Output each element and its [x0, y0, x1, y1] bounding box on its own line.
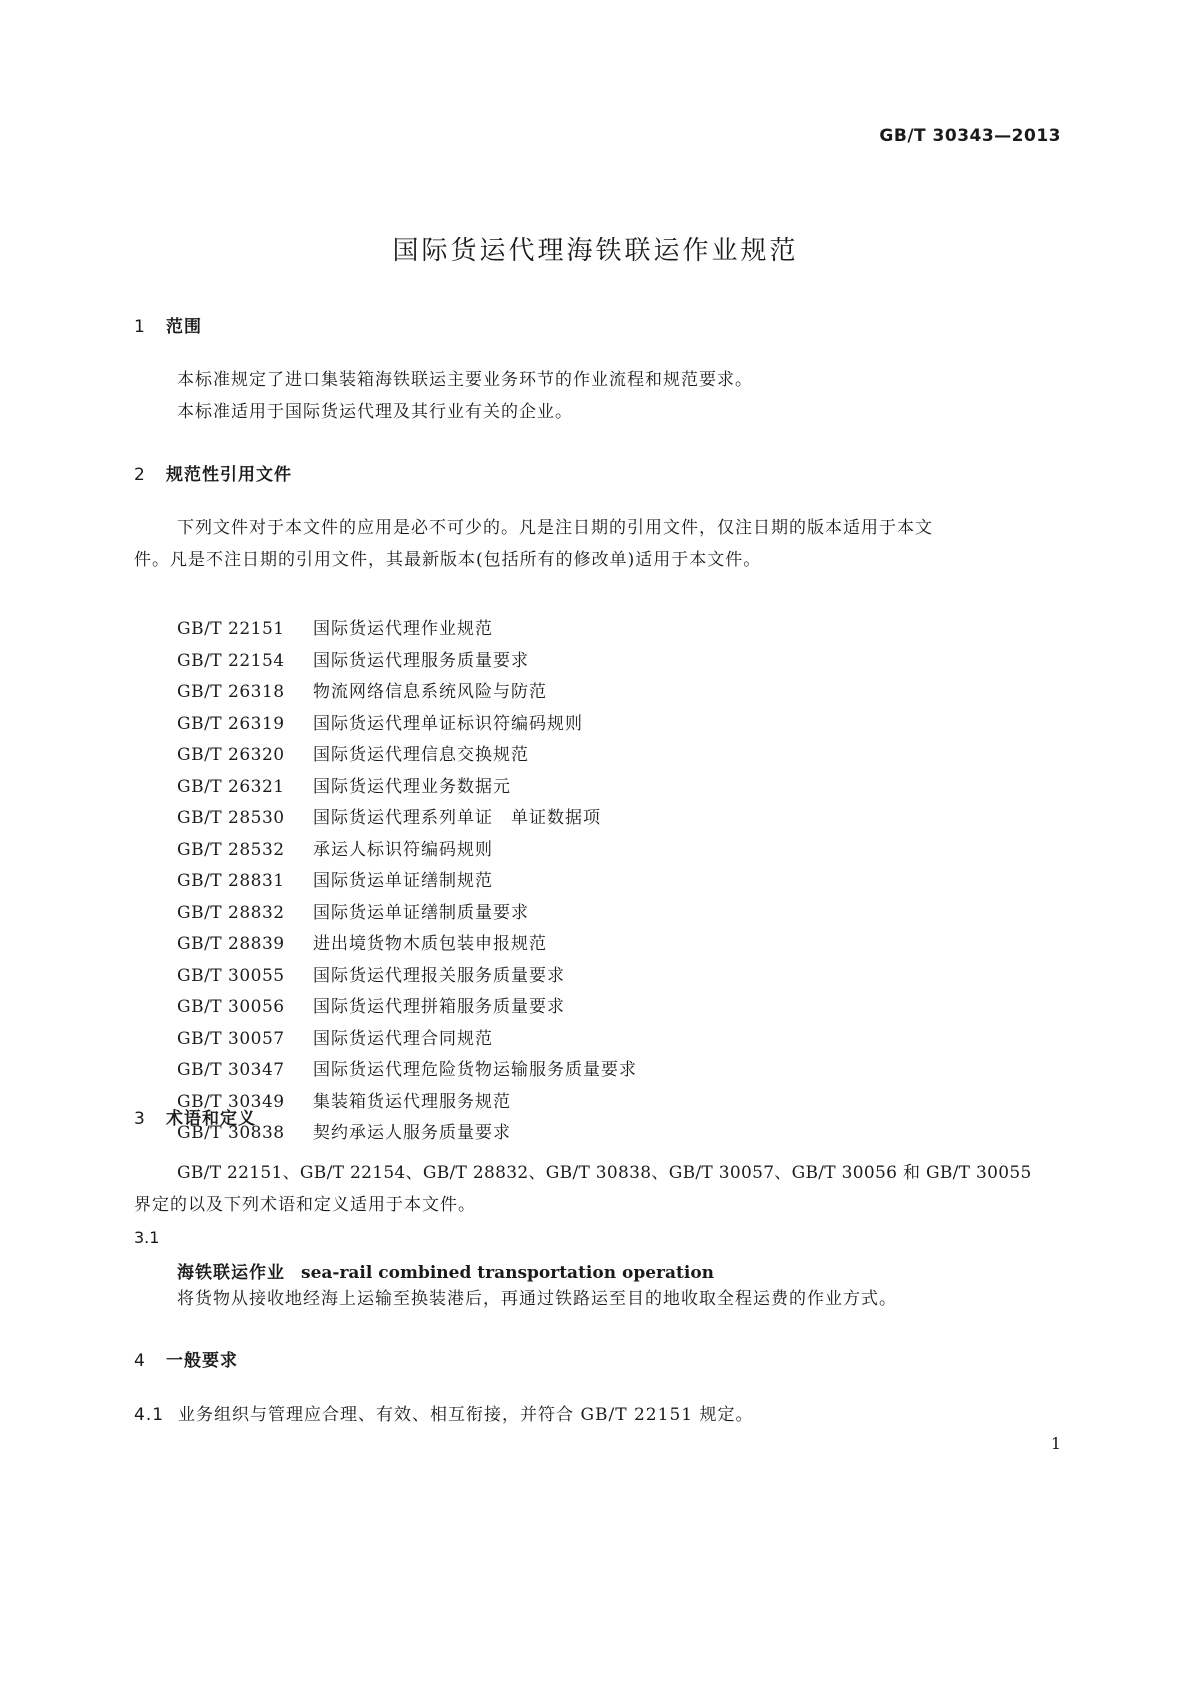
reference-title: 国际货运代理服务质量要求: [313, 650, 529, 671]
clause-4-1-number: 4.1: [134, 1405, 165, 1425]
reference-item: [177, 709, 637, 741]
reference-item: [177, 646, 637, 678]
reference-title: 国际货运代理合同规范: [313, 1028, 493, 1049]
reference-item: [177, 803, 637, 835]
section-4-number: 4: [134, 1351, 146, 1371]
section-1-paragraph-2: 本标准适用于国际货运代理及其行业有关的企业。: [177, 402, 573, 422]
section-1-number: 1: [134, 317, 146, 337]
reference-code: GB/T 26321: [177, 776, 285, 797]
reference-code: GB/T 30349: [177, 1091, 285, 1112]
reference-code: GB/T 30056: [177, 997, 285, 1017]
section-2-number: 2: [134, 465, 146, 485]
reference-title: 契约承运人服务质量要求: [313, 1123, 511, 1143]
reference-title: 国际货运代理报关服务质量要求: [313, 965, 565, 986]
reference-title: 集装箱货运代理服务规范: [313, 1091, 511, 1112]
reference-item: [177, 929, 637, 961]
section-4-title: 一般要求: [166, 1351, 238, 1371]
reference-code: GB/T 30055: [177, 965, 285, 986]
reference-title: 国际货运代理单证标识符编码规则: [313, 713, 583, 734]
reference-title: 国际货运单证缮制规范: [313, 871, 493, 891]
reference-code: GB/T 30057: [177, 1028, 285, 1049]
reference-code: GB/T 30838: [177, 1123, 285, 1143]
term-entry: [177, 1258, 714, 1283]
section-3-intro-line-1: GB/T 22151、GB/T 22154、GB/T 28832、GB/T 30838、GB/T 30057、GB/T 30056 和 GB/T 30055: [177, 1163, 1032, 1183]
reference-code: GB/T 26320: [177, 745, 285, 765]
reference-title: 国际货运代理拼箱服务质量要求: [313, 997, 565, 1017]
reference-item: [177, 992, 637, 1024]
section-3-intro-line-2: 界定的以及下列术语和定义适用于本文件。: [134, 1195, 476, 1215]
reference-item: [177, 866, 637, 898]
reference-title: 承运人标识符编码规则: [313, 839, 493, 860]
normative-references-list: [177, 614, 637, 1150]
reference-item: [177, 614, 637, 646]
section-1-heading: [134, 312, 202, 337]
reference-item: [177, 1055, 637, 1087]
reference-code: GB/T 28832: [177, 902, 285, 923]
reference-code: GB/T 28532: [177, 839, 285, 860]
section-2-intro-line-2: 件。凡是不注日期的引用文件，其最新版本(包括所有的修改单)适用于本文件。: [134, 550, 762, 570]
clause-4-1-text: 业务组织与管理应合理、有效、相互衔接，并符合 GB/T 22151 规定。: [178, 1405, 754, 1425]
reference-title: 国际货运单证缮制质量要求: [313, 902, 529, 923]
reference-item: [177, 772, 637, 804]
clause-4-1: [134, 1400, 753, 1425]
reference-item: [177, 961, 637, 993]
reference-code: GB/T 26319: [177, 713, 285, 734]
reference-code: GB/T 30347: [177, 1060, 285, 1080]
reference-item: [177, 677, 637, 709]
section-4-heading: [134, 1346, 238, 1371]
section-1-paragraph-1: 本标准规定了进口集装箱海铁联运主要业务环节的作业流程和规范要求。: [177, 370, 753, 390]
reference-title: 国际货运代理信息交换规范: [313, 745, 529, 765]
section-3-number: 3: [134, 1109, 146, 1129]
reference-title: 国际货运代理业务数据元: [313, 776, 511, 797]
section-3-title: 术语和定义: [166, 1109, 256, 1129]
term-chinese: 海铁联运作业: [177, 1263, 285, 1283]
reference-code: GB/T 26318: [177, 682, 285, 702]
reference-title: 物流网络信息系统风险与防范: [313, 682, 547, 702]
section-1-title: 范围: [166, 317, 202, 337]
section-2-title: 规范性引用文件: [166, 465, 292, 485]
reference-code: GB/T 22154: [177, 650, 285, 671]
term-english: sea-rail combined transportation operation: [301, 1263, 715, 1283]
reference-title: 国际货运代理危险货物运输服务质量要求: [313, 1060, 637, 1080]
reference-title: 国际货运代理系列单证 单证数据项: [313, 808, 601, 828]
reference-code: GB/T 28530: [177, 808, 285, 828]
page-number: 1: [1050, 1434, 1061, 1453]
clause-3-1-number: 3.1: [134, 1228, 160, 1247]
reference-item: [177, 740, 637, 772]
reference-title: 国际货运代理作业规范: [313, 619, 493, 639]
term-definition: 将货物从接收地经海上运输至换装港后，再通过铁路运至目的地收取全程运费的作业方式。: [177, 1289, 897, 1309]
reference-title: 进出境货物木质包装申报规范: [313, 934, 547, 954]
reference-code: GB/T 22151: [177, 619, 285, 639]
reference-code: GB/T 28839: [177, 934, 285, 954]
reference-item: [177, 1024, 637, 1056]
reference-item: [177, 835, 637, 867]
section-2-intro-line-1: 下列文件对于本文件的应用是必不可少的。凡是注日期的引用文件，仅注日期的版本适用于本文: [177, 518, 933, 538]
document-title: 国际货运代理海铁联运作业规范: [392, 236, 799, 266]
standard-number: GB/T 30343—2013: [879, 126, 1061, 146]
section-3-heading: [134, 1104, 256, 1129]
reference-item: [177, 898, 637, 930]
section-2-heading: [134, 460, 292, 485]
reference-code: GB/T 28831: [177, 871, 285, 891]
